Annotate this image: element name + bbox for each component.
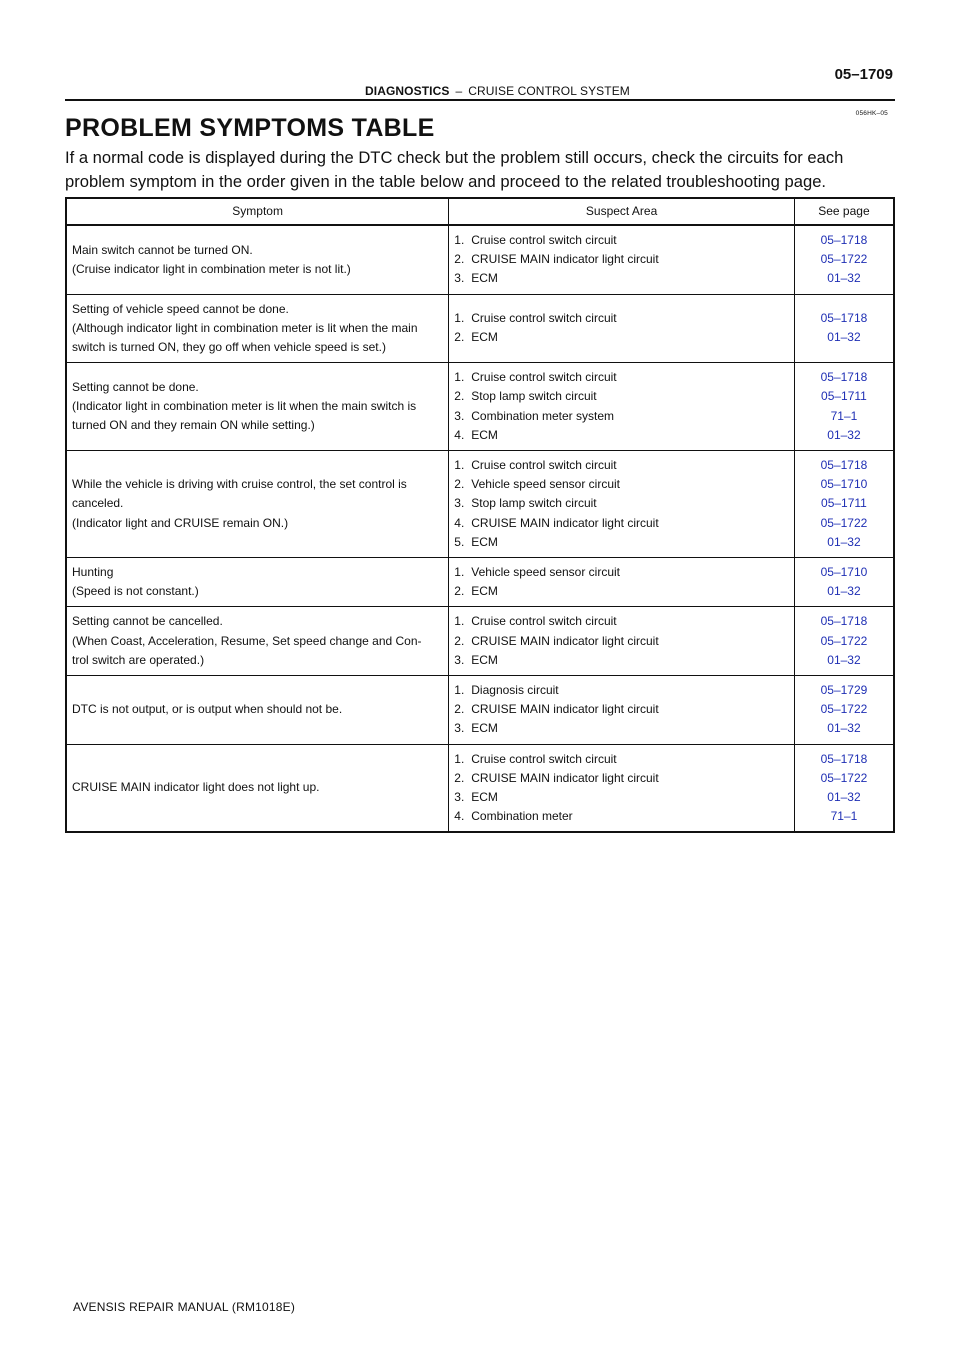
symptom-text: Main switch cannot be turned ON. (72, 242, 253, 257)
symptom-cell (66, 744, 449, 832)
item-number: 2. (454, 477, 465, 492)
table-row (66, 744, 894, 832)
item-number: 3. (454, 271, 465, 286)
suspect-area-item (454, 563, 789, 582)
table-row (66, 676, 894, 745)
symptom-cell (66, 676, 449, 745)
page-number: 05–1709 (834, 66, 893, 83)
see-page-cell (794, 607, 894, 676)
suspect-area-item (454, 475, 789, 494)
suspect-area-text: CRUISE MAIN indicator light circuit (471, 252, 659, 267)
table-row (66, 363, 894, 451)
symptom-text: turned ON and they remain ON while setting.) (72, 418, 315, 433)
header-section: DIAGNOSTICS (365, 84, 450, 98)
table-body (66, 225, 894, 832)
see-page-cell (794, 225, 894, 294)
page-link[interactable]: 05–1718 (820, 311, 868, 326)
suspect-area-cell (449, 676, 795, 745)
symptom-text: Setting of vehicle speed cannot be done. (72, 301, 289, 316)
symptom-text: While the vehicle is driving with cruise control, the set control is (72, 477, 407, 492)
page-link[interactable]: 01–32 (827, 652, 861, 667)
page-link[interactable]: 05–1710 (820, 565, 868, 580)
symptom-text: (Indicator light and CRUISE remain ON.) (72, 515, 289, 530)
symptom-text: (Although indicator light in combination meter is lit when the main (72, 320, 418, 335)
page-link[interactable]: 05–1722 (820, 770, 868, 785)
suspect-area-item (454, 681, 789, 700)
item-number: 1. (454, 614, 465, 629)
suspect-area-item (454, 750, 789, 769)
table-header-row (66, 198, 894, 225)
item-number: 1. (454, 751, 465, 766)
symptom-text: canceled. (72, 496, 124, 511)
item-number: 1. (454, 458, 465, 473)
table-row (66, 294, 894, 363)
item-number: 1. (454, 233, 465, 247)
item-number: 4. (454, 809, 465, 824)
suspect-area-cell (449, 607, 795, 676)
header-symptom: Symptom (66, 198, 449, 225)
item-number: 5. (454, 534, 465, 549)
symptom-text: Hunting (72, 565, 114, 580)
suspect-area-item (454, 700, 789, 719)
table-row (66, 607, 894, 676)
item-number: 3. (454, 652, 465, 667)
suspect-area-text: ECM (471, 534, 498, 549)
page-link[interactable]: 05–1729 (820, 683, 868, 698)
header-subsection: CRUISE CONTROL SYSTEM (468, 84, 630, 98)
suspect-area-text: CRUISE MAIN indicator light circuit (471, 633, 659, 648)
item-number: 1. (454, 683, 465, 698)
item-number: 4. (454, 427, 465, 442)
suspect-area-cell (449, 294, 795, 363)
item-number: 2. (454, 389, 465, 404)
page-link[interactable]: 05–1722 (820, 633, 868, 648)
suspect-area-item (454, 426, 789, 445)
header-rule (65, 99, 895, 101)
item-number: 3. (454, 721, 465, 736)
item-number: 2. (454, 252, 465, 267)
page-link[interactable]: 01–32 (827, 330, 861, 345)
footer-manual-id: AVENSIS REPAIR MANUAL (RM1018E) (73, 1300, 296, 1314)
item-number: 3. (454, 408, 465, 423)
document-code: 056HK–05 (855, 110, 888, 117)
page-header (65, 66, 895, 100)
suspect-area-text: Cruise control switch circuit (471, 751, 617, 766)
suspect-area-text: CRUISE MAIN indicator light circuit (471, 702, 659, 717)
page-link[interactable]: 05–1722 (820, 702, 868, 717)
suspect-area-text: CRUISE MAIN indicator light circuit (471, 770, 659, 785)
header-suspect-area: Suspect Area (449, 198, 795, 225)
suspect-area-text: Cruise control switch circuit (471, 311, 617, 326)
suspect-area-text: Vehicle speed sensor circuit (471, 477, 621, 492)
suspect-area-text: Stop lamp switch circuit (471, 496, 597, 511)
suspect-area-item (454, 582, 789, 601)
symptom-text: Setting cannot be done. (72, 379, 199, 394)
symptom-text: switch is turned ON, they go off when vehicle speed is set.) (72, 340, 386, 355)
symptom-text: CRUISE MAIN indicator light does not light up. (72, 780, 320, 795)
page-link[interactable]: 05–1718 (820, 751, 868, 766)
header-breadcrumb (365, 84, 630, 98)
symptom-cell (66, 558, 449, 607)
suspect-area-item (454, 632, 789, 651)
item-number: 2. (454, 770, 465, 785)
page-link[interactable]: 71–1 (830, 809, 858, 824)
item-number: 2. (454, 633, 465, 648)
suspect-area-item (454, 651, 789, 670)
suspect-area-cell (449, 225, 795, 294)
suspect-area-item (454, 456, 789, 475)
header-separator: – (455, 84, 463, 98)
symptom-cell (66, 225, 449, 294)
suspect-area-item (454, 612, 789, 631)
table-row (66, 558, 894, 607)
header-see-page: See page (794, 198, 894, 225)
item-number: 4. (454, 515, 465, 530)
page-link[interactable]: 05–1722 (820, 252, 868, 267)
suspect-area-text: ECM (471, 271, 498, 286)
suspect-area-item (454, 309, 789, 328)
suspect-area-item (454, 368, 789, 387)
suspect-area-item (454, 407, 789, 426)
suspect-area-text: CRUISE MAIN indicator light circuit (471, 515, 659, 530)
suspect-area-text: Combination meter system (471, 408, 614, 423)
page-link[interactable]: 01–32 (827, 534, 861, 549)
page-link[interactable]: 01–32 (827, 790, 861, 805)
page-link[interactable]: 71–1 (830, 408, 858, 423)
page-link[interactable]: 05–1718 (820, 370, 868, 385)
suspect-area-cell (449, 451, 795, 558)
symptom-text: (Cruise indicator light in combination meter is not lit.) (72, 261, 351, 276)
item-number: 2. (454, 330, 465, 345)
see-page-cell (794, 363, 894, 451)
page-link[interactable]: 05–1718 (820, 233, 868, 247)
item-number: 3. (454, 790, 465, 805)
page-link[interactable]: 01–32 (827, 721, 861, 736)
symptom-text: (Speed is not constant.) (72, 584, 199, 599)
suspect-area-item (454, 533, 789, 552)
suspect-area-text: ECM (471, 427, 498, 442)
suspect-area-text: Cruise control switch circuit (471, 614, 617, 629)
symptom-text: DTC is not output, or is output when should not be. (72, 702, 343, 717)
see-page-cell (794, 294, 894, 363)
page-title: PROBLEM SYMPTOMS TABLE (65, 114, 435, 142)
suspect-area-cell (449, 744, 795, 832)
page-link[interactable]: 01–32 (827, 427, 861, 442)
item-number: 1. (454, 565, 465, 580)
page-link[interactable]: 05–1722 (820, 515, 868, 530)
table-row (66, 451, 894, 558)
suspect-area-text: Cruise control switch circuit (471, 458, 617, 473)
symptom-text: (When Coast, Acceleration, Resume, Set speed change and Con- (72, 633, 422, 648)
page-link[interactable]: 05–1718 (820, 458, 868, 473)
suspect-area-text: ECM (471, 721, 498, 736)
page-link[interactable]: 05–1711 (821, 389, 867, 404)
suspect-area-text: ECM (471, 584, 498, 599)
suspect-area-item (454, 269, 789, 288)
item-number: 1. (454, 370, 465, 385)
suspect-area-cell (449, 558, 795, 607)
symptom-cell (66, 363, 449, 451)
suspect-area-item (454, 494, 789, 513)
suspect-area-item (454, 514, 789, 533)
suspect-area-item (454, 231, 789, 250)
symptom-cell (66, 294, 449, 363)
symptom-cell (66, 607, 449, 676)
see-page-cell (794, 451, 894, 558)
see-page-cell (794, 558, 894, 607)
suspect-area-text: Combination meter (471, 809, 573, 824)
suspect-area-text: Cruise control switch circuit (471, 370, 617, 385)
symptom-cell (66, 451, 449, 558)
symptom-text: Setting cannot be cancelled. (72, 614, 223, 629)
suspect-area-text: Vehicle speed sensor circuit (471, 565, 621, 580)
suspect-area-item (454, 807, 789, 826)
suspect-area-text: ECM (471, 790, 498, 805)
see-page-cell (794, 676, 894, 745)
page-link[interactable]: 01–32 (827, 584, 861, 599)
suspect-area-text: ECM (471, 652, 498, 667)
page-link[interactable]: 05–1711 (821, 496, 867, 511)
suspect-area-item (454, 769, 789, 788)
item-number: 3. (454, 496, 465, 511)
page-link[interactable]: 05–1718 (820, 614, 868, 629)
page-link[interactable]: 05–1710 (820, 477, 868, 492)
suspect-area-text: Stop lamp switch circuit (471, 389, 597, 404)
suspect-area-text: Diagnosis circuit (471, 683, 559, 698)
symptom-text: (Indicator light in combination meter is lit when the main switch is (72, 399, 417, 414)
page-link[interactable]: 01–32 (827, 271, 861, 286)
suspect-area-item (454, 250, 789, 269)
item-number: 2. (454, 584, 465, 599)
see-page-cell (794, 744, 894, 832)
suspect-area-text: ECM (471, 330, 498, 345)
suspect-area-item (454, 788, 789, 807)
item-number: 1. (454, 311, 465, 326)
suspect-area-cell (449, 363, 795, 451)
suspect-area-item (454, 387, 789, 406)
problem-symptoms-table (65, 197, 895, 833)
symptom-text: trol switch are operated.) (72, 652, 205, 667)
suspect-area-text: Cruise control switch circuit (471, 233, 617, 247)
intro-paragraph: If a normal code is displayed during the DTC check but the problem still occurs, check the circuits for each problem symptom in the order given in the table below and proceed to the related troubleshooting page. (65, 148, 844, 191)
table-row (66, 225, 894, 294)
suspect-area-item (454, 328, 789, 347)
suspect-area-item (454, 719, 789, 738)
item-number: 2. (454, 702, 465, 717)
